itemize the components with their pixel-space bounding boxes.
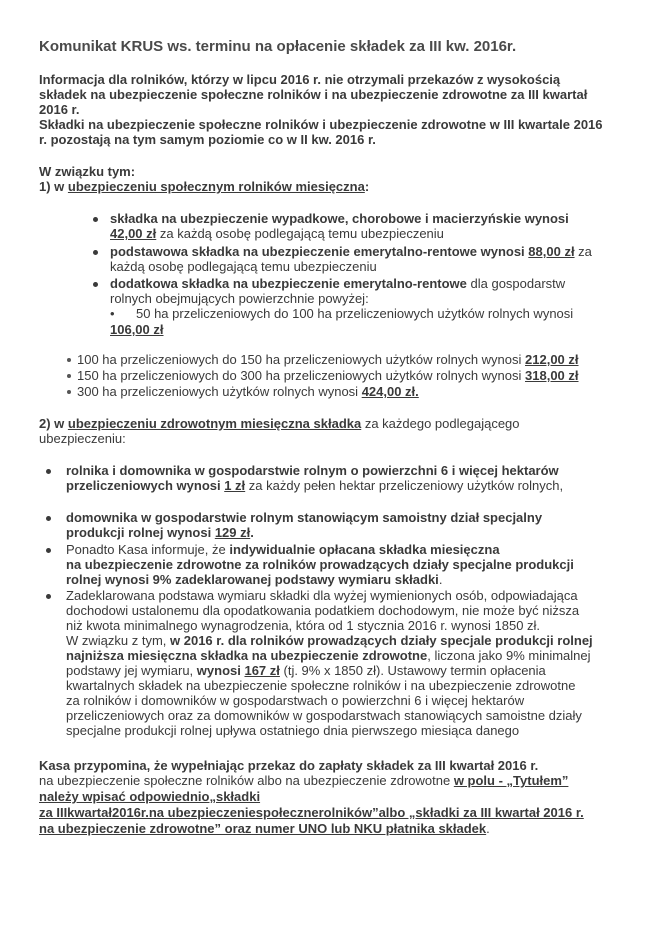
h2-bold: produkcji rolnej wynosi — [66, 525, 215, 540]
b2-line-2: każdą osobę podlegającą temu ubezpieczeniu — [110, 259, 377, 274]
section-1-prefix: 1) w — [39, 179, 68, 194]
h1-line-1: rolnika i domownika w gospodarstwie rolnym o powierzchni 6 i więcej hektarów — [66, 463, 559, 478]
h1-bold: przeliczeniowych wynosi — [66, 478, 225, 493]
w-zwiazku-heading: W związku tym: — [39, 164, 136, 179]
intro-line-4: Składki na ubezpieczenie społeczne rolników i ubezpieczenie zdrowotne w III kwartale 2016 — [39, 117, 603, 132]
final-l5: na ubezpieczenie zdrowotne” oraz numer UNO lub NKU płatnika składek — [39, 821, 487, 836]
tier-value: 212,00 zł — [525, 352, 579, 367]
final-line-3: należy wpisać odpowiednio„składki — [39, 789, 261, 804]
h4-bold: w 2016 r. dla rolników prowadzących działy specjale produkcji rolnej — [170, 633, 593, 648]
section-2-heading — [39, 416, 520, 432]
intro-line-2: składek na ubezpieczenie społeczne rolników i na ubezpieczenie zdrowotne za III kwartał — [39, 87, 588, 102]
h4-norm: W związku z tym, — [66, 633, 171, 648]
tier-line-2 — [77, 368, 579, 384]
tier-text: 150 ha przeliczeniowych do 300 ha przeliczeniowych użytków rolnych wynosi — [77, 368, 526, 383]
h4-line-3: niż kwota minimalnego wynagrodzenia, która od 1 stycznia 2016 r. wynosi 1850 zł. — [66, 618, 541, 633]
b2-rest: za — [574, 244, 592, 259]
section-2-underlined: ubezpieczeniu zdrowotnym miesięczna składka — [67, 416, 362, 431]
bullet-dot — [93, 282, 98, 287]
section-2-prefix: 2) w — [39, 416, 68, 431]
page-title: Komunikat KRUS ws. terminu na opłacenie składek za III kw. 2016r. — [39, 38, 517, 55]
bullet-dot — [93, 217, 98, 222]
h4-line-6 — [66, 663, 546, 679]
h4-rest: , liczona jako 9% minimalnej — [427, 648, 591, 663]
h3-bold: indywidualnie opłacana składka miesięczna — [229, 542, 500, 557]
h4-line-10: specjalne produkcji rolnej upływa ostatniego dnia pierwszego miesiąca danego — [66, 723, 520, 738]
h4-line-7: kwartalnych składek na ubezpieczenie społeczne rolników i na ubezpieczenie zdrowotne — [66, 678, 576, 693]
b3-rest: dla gospodarstw — [466, 276, 566, 291]
b1-line-2 — [110, 226, 444, 242]
b1-value: 42,00 zł — [110, 226, 157, 241]
final-underlined: w polu - „Tytułem” — [453, 773, 569, 788]
tier-value: 318,00 zł — [525, 368, 579, 383]
bullet-dot — [46, 516, 51, 521]
b1-line-1: składka na ubezpieczenie wypadkowe, chorobowe i macierzyńskie wynosi — [110, 211, 569, 226]
final-line-1: Kasa przypomina, że wypełniając przekaz do zapłaty składek za III kwartał 2016 r. — [39, 758, 539, 773]
b2-line-1 — [110, 244, 592, 260]
intro-line-1: Informacja dla rolników, którzy w lipcu 2016 r. nie otrzymali przekazów z wysokością — [39, 72, 561, 87]
h4-line-1: Zadeklarowana podstawa wymiaru składki dla wyżej wymienionych osób, odpowiadająca — [66, 588, 578, 603]
b3-sub-bullet: • — [110, 306, 115, 321]
b3-bold: dodatkowa składka na ubezpieczenie emerytalno-rentowe — [110, 276, 467, 291]
h4-line-8: za rolników i domowników w gospodarstwach o powierzchni 6 i więcej hektarów — [66, 693, 525, 708]
bullet-dot — [46, 548, 51, 553]
h1-line-2 — [66, 478, 563, 494]
tier-text: 300 ha przeliczeniowych użytków rolnych wynosi — [77, 384, 362, 399]
h4-value: 167 zł — [244, 663, 280, 678]
section-2-line-2: ubezpieczeniu: — [39, 431, 126, 446]
h4-bold: wynosi — [196, 663, 245, 678]
b3-sub-line: 50 ha przeliczeniowych do 100 ha przeliczeniowych użytków rolnych wynosi — [136, 306, 574, 321]
section-1-suffix: : — [364, 179, 370, 194]
b3-line-2: rolnych obejmujących powierzchnie powyżej: — [110, 291, 369, 306]
intro-line-3: 2016 r. — [39, 102, 80, 117]
h4-bold: najniższa miesięczna składka na ubezpieczenie zdrowotne — [66, 648, 428, 663]
tier-line-3 — [77, 384, 419, 400]
tier-value: 424,00 zł. — [361, 384, 419, 399]
h4-line-2: dochodowi ustalonemu dla opodatkowania podatkiem dochodowym, nie może być niższa — [66, 603, 580, 618]
b2-value: 88,00 zł — [528, 244, 575, 259]
section-2-rest: za każdego podlegającego — [361, 416, 520, 431]
h4-line-5 — [66, 648, 591, 664]
section-1-heading — [39, 179, 369, 195]
final-line-4: za IIIkwartał2016r.na ubezpieczeniespołecznerolników”albo „składki za III kwartał 2016 r. — [39, 805, 584, 820]
h4-norm: podstawy jej wymiaru, — [66, 663, 197, 678]
b1-rest: za każdą osobę podlegającą temu ubezpieczeniu — [156, 226, 444, 241]
bullet-dot — [46, 469, 51, 474]
h3-norm: Ponadto Kasa informuje, że — [66, 542, 230, 557]
b3-line-1 — [110, 276, 565, 292]
h2-value: 129 zł — [214, 525, 251, 540]
bullet-dot — [93, 250, 98, 255]
h2-end: . — [250, 525, 254, 540]
h4-line-9: przeliczeniowych oraz za domowników w gospodarstwach stanowiących samoistne działy — [66, 708, 582, 723]
b3-sub-value: 106,00 zł — [110, 322, 164, 337]
h3-l3: rolnej wynosi 9% zadeklarowanej podstawy wymiaru składki — [66, 572, 439, 587]
tier-text: 100 ha przeliczeniowych do 150 ha przeliczeniowych użytków rolnych wynosi — [77, 352, 526, 367]
intro-line-5: r. pozostają na tym samym poziomie co w II kw. 2016 r. — [39, 132, 376, 147]
h2-line-2 — [66, 525, 254, 541]
h3-line-1 — [66, 542, 500, 558]
bullet-dot — [67, 374, 71, 378]
section-1-underlined: ubezpieczeniu społecznym rolników miesięczna — [67, 179, 365, 194]
b2-bold: podstawowa składka na ubezpieczenie emerytalno-rentowe wynosi — [110, 244, 529, 259]
bullet-dot — [67, 390, 71, 394]
final-line-5 — [39, 821, 490, 837]
h3-line-3 — [66, 572, 442, 588]
tier-line-1 — [77, 352, 579, 368]
bullet-dot — [67, 358, 71, 362]
h1-value: 1 zł — [224, 478, 246, 493]
h4-line-4 — [66, 633, 593, 649]
h3-line-2: na ubezpieczenie zdrowotne za rolników prowadzących działy specjalne produkcji — [66, 557, 574, 572]
h3-end: . — [438, 572, 443, 587]
final-norm: na ubezpieczenie społeczne rolników albo na ubezpieczenie zdrowotne — [39, 773, 454, 788]
h1-rest: za każdy pełen hektar przeliczeniowy użytków rolnych, — [245, 478, 564, 493]
h2-line-1: domownika w gospodarstwie rolnym stanowiącym samoistny dział specjalny — [66, 510, 543, 525]
final-line-2 — [39, 773, 568, 789]
final-end: . — [486, 821, 490, 836]
bullet-dot — [46, 594, 51, 599]
h4-rest: (tj. 9% x 1850 zł). Ustawowy termin opłacenia — [279, 663, 546, 678]
